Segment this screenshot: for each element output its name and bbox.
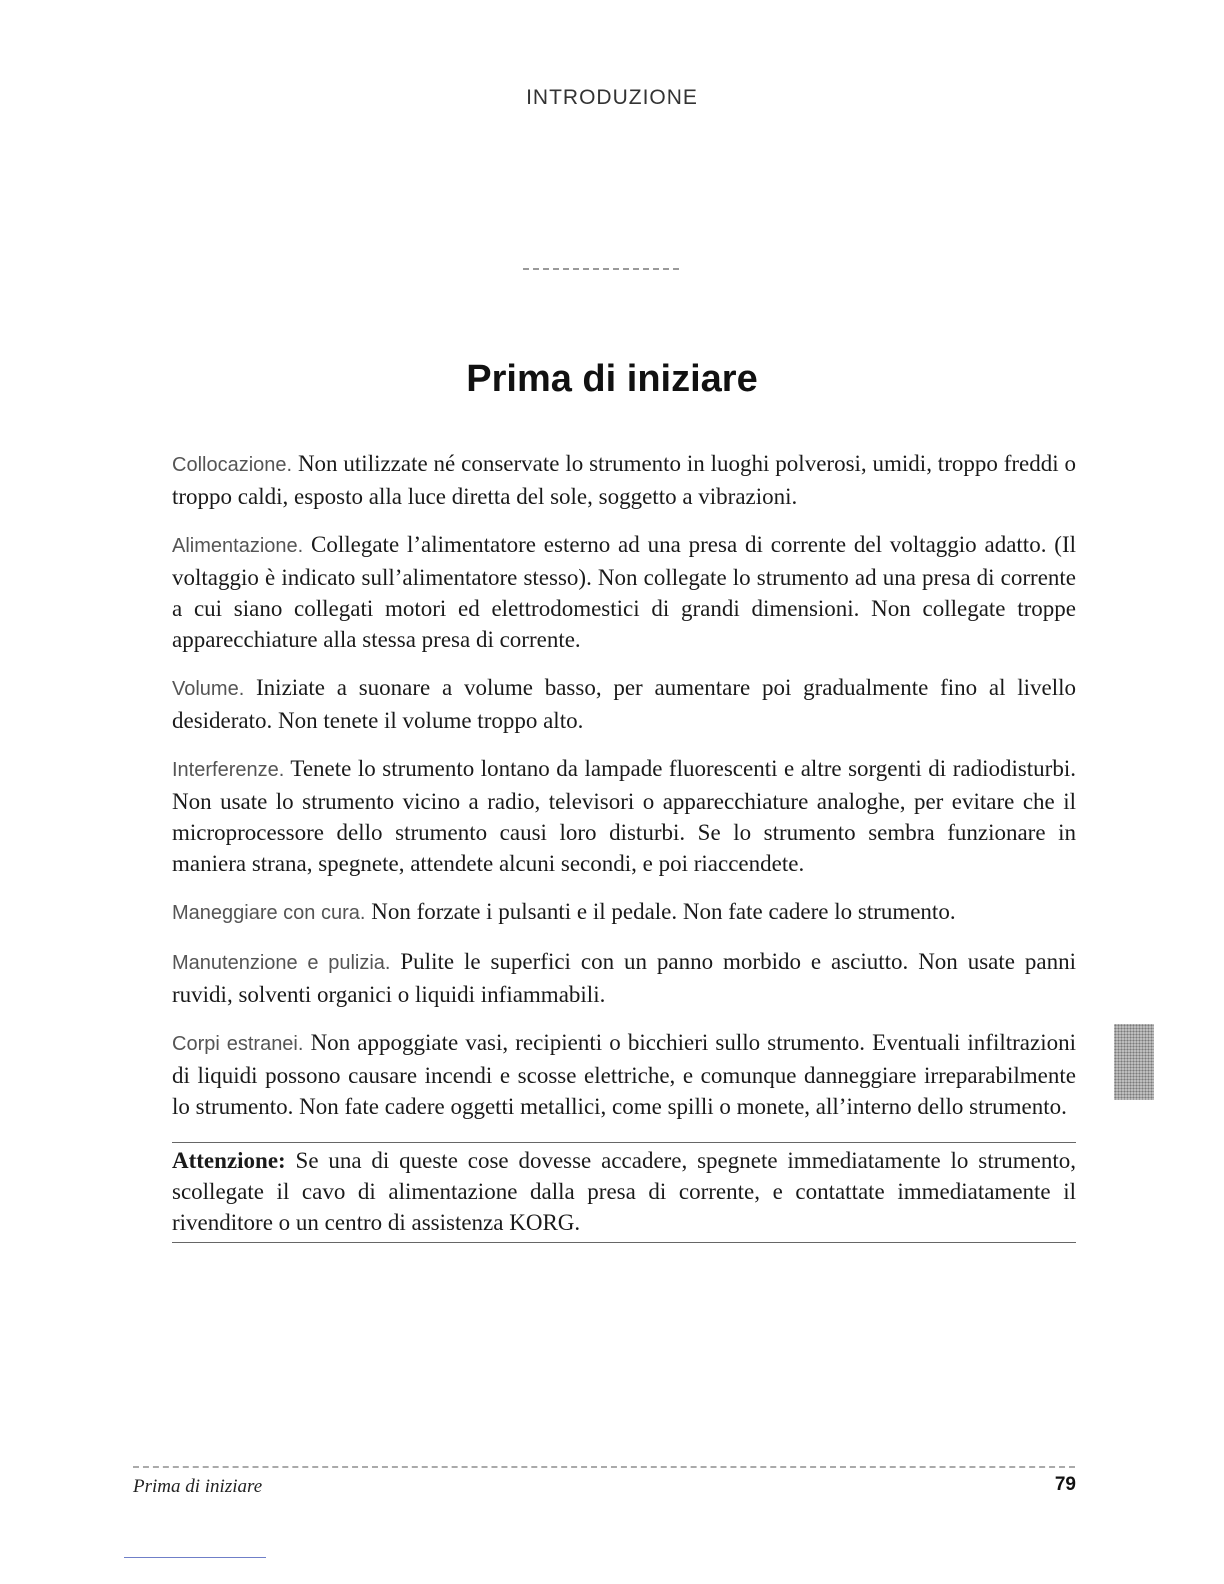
paragraph-label: Manutenzione e pulizia. <box>172 952 391 974</box>
body-text <box>172 448 1076 1243</box>
dashed-separator <box>523 268 679 270</box>
paragraph-label: Collocazione. <box>172 454 293 476</box>
footnote-rule <box>124 1557 266 1558</box>
attention-label: Attenzione: <box>172 1148 286 1173</box>
paragraph-text: Non utilizzate né conservate lo strumento in luoghi polverosi, umidi, troppo freddi o troppo caldi, esposto alla luce diretta del sole, soggetto a vibrazioni. <box>172 451 1076 509</box>
footer-title: Prima di iniziare <box>133 1476 263 1497</box>
paragraph-collocazione <box>172 448 1076 512</box>
paragraph-text: Pulite le superfici con un panno morbido e asciutto. Non usate panni ruvidi, solventi organici o liquidi infiammabili. <box>172 949 1076 1007</box>
paragraph-volume <box>172 672 1076 736</box>
paragraph-label: Alimentazione. <box>172 535 304 557</box>
paragraph-text: Non appoggiate vasi, recipienti o bicchieri sullo strumento. Eventuali infiltrazioni di liquidi possono causare incendi e scosse elettriche, e comunque danneggiare irreparabilmente lo strumento. Non fate cadere oggetti metallici, come spilli o monete, all’interno dello strumento. <box>172 1030 1076 1119</box>
section-title: Prima di iniziare <box>466 358 758 400</box>
paragraph-text: Iniziate a suonare a volume basso, per aumentare poi gradualmente fino al livello desiderato. Non tenete il volume troppo alto. <box>172 675 1076 733</box>
paragraph-label: Interferenze. <box>172 759 285 781</box>
page-number: 79 <box>1054 1474 1076 1495</box>
running-header: INTRODUZIONE <box>526 86 698 109</box>
paragraph-alimentazione <box>172 529 1076 655</box>
footer-dashed-rule <box>133 1466 1075 1468</box>
paragraph-text: Collegate l’alimentatore esterno ad una presa di corrente del voltaggio adatto. (Il voltaggio è indicato sull’alimentatore stesso). Non collegate lo strumento ad una presa di corrente a cui siano collegati motori ed elettrodomestici di grandi dimensioni. Non collegate troppe apparecchiature alla stessa presa di corrente. <box>172 532 1076 652</box>
paragraph-label: Volume. <box>172 678 245 700</box>
attention-text: Se una di queste cose dovesse accadere, spegnete immediatamente lo strumento, scollegate il cavo di alimentazione dalla presa di corrente, e contattate immediatamente il rivenditore o un centro di assistenza KORG. <box>172 1148 1076 1235</box>
paragraph-interferenze <box>172 753 1076 879</box>
paragraph-label: Maneggiare con cura. <box>172 902 366 924</box>
paragraph-text: Tenete lo strumento lontano da lampade fluorescenti e altre sorgenti di radiodisturbi. Non usate lo strumento vicino a radio, televisori o apparecchiature analoghe, per evitare che il microprocessore dello strumento causi loro disturbi. Se lo strumento sembra funzionare in maniera strana, spegnete, attendete alcuni secondi, e poi riaccendete. <box>172 756 1076 876</box>
paragraph-label: Corpi estranei. <box>172 1033 304 1055</box>
paragraph-text: Non forzate i pulsanti e il pedale. Non fate cadere lo strumento. <box>365 899 956 924</box>
paragraph-maneggiare <box>172 896 1076 929</box>
paragraph-manutenzione <box>172 946 1076 1010</box>
attention-box <box>172 1142 1076 1243</box>
paragraph-corpi-estranei <box>172 1027 1076 1122</box>
chapter-thumb-tab <box>1114 1024 1154 1100</box>
